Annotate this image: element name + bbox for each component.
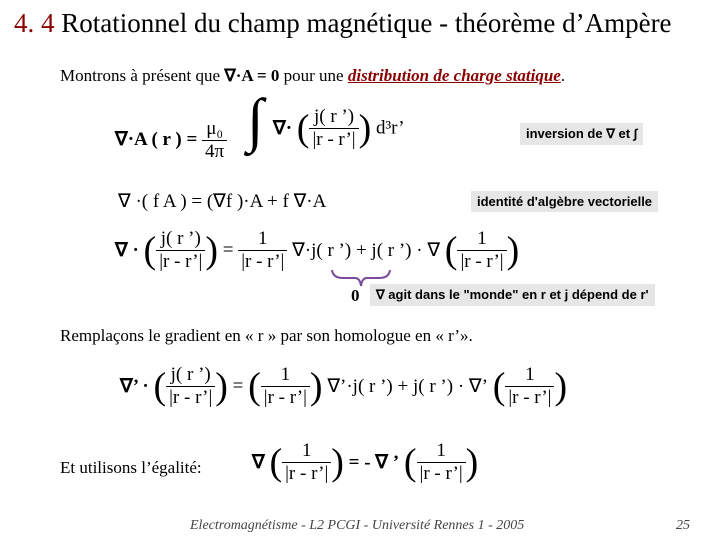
eq5-den: |r - r’| — [285, 463, 329, 484]
paren-left: ( — [153, 365, 167, 408]
eq3-grad-one: 1 — [457, 228, 506, 251]
eq1-lhs: ∇·A ( r ) = — [115, 128, 203, 150]
r-minus-r-prime: |r - r’| — [312, 129, 356, 150]
paren-right: ) — [358, 107, 372, 150]
paren-left: ( — [269, 441, 283, 484]
eq3-den: |r - r’| — [159, 251, 203, 272]
curly-brace — [332, 270, 390, 286]
nabla-symbol: ∇ — [224, 66, 236, 85]
paren-left: ( — [444, 229, 458, 272]
eq4-den2: |r - r’| — [263, 387, 307, 408]
paren-right: ) — [554, 365, 568, 408]
eq4-term: ∇’·j( r ’) + j( r ’) · ∇’ — [327, 376, 488, 397]
eq4-nabla: ∇’ · — [120, 376, 149, 397]
note-nabla-acts: ∇ agit dans le "monde" en r et j dépend de r' — [370, 284, 655, 306]
eq4-den: |r - r’| — [169, 387, 213, 408]
eq4-grad-den: |r - r’| — [508, 387, 552, 408]
eq1-nabla: ∇· — [273, 118, 293, 139]
mu0: μ₀ — [202, 118, 227, 141]
div-a-zero: ·A = 0 — [235, 66, 280, 85]
paren-left: ( — [403, 441, 417, 484]
integral-sign: ∫ — [247, 87, 264, 153]
eq5-den2: |r - r’| — [419, 463, 463, 484]
eq3-grad-den: |r - r’| — [460, 251, 504, 272]
note-inversion: inversion de ∇ et ∫ — [520, 123, 643, 145]
statement-end: . — [560, 66, 566, 85]
note-identity: identité d'algèbre vectorielle — [471, 191, 658, 212]
paren-left: ( — [296, 107, 310, 150]
paren-right: ) — [205, 229, 218, 272]
title-text: Rotationnel du champ magnétique - théorème d’Ampère — [61, 8, 672, 38]
eq4-num: j( r ’) — [166, 364, 215, 387]
paren-right: ) — [506, 229, 520, 272]
eq4-one: 1 — [261, 364, 310, 387]
eq3-nabla: ∇ · — [115, 240, 139, 261]
eq3-one: 1 — [258, 228, 268, 249]
title-number: 4. 4 — [14, 8, 55, 38]
eq3-den2: |r - r’| — [238, 250, 287, 273]
four-pi: 4π — [205, 141, 225, 162]
j-r-prime: j( r ’) — [309, 106, 358, 129]
eq5-rhs: = - ∇ ’ — [348, 452, 400, 473]
eq3-equals: = — [222, 239, 234, 261]
paren-right: ) — [309, 365, 323, 408]
eq3-term: ∇·j( r ’) + j( r ’) · ∇ — [292, 240, 441, 261]
eq5-one2: 1 — [417, 440, 466, 463]
eq4-grad-one: 1 — [505, 364, 554, 387]
paren-right: ) — [215, 365, 228, 408]
page-number: 25 — [676, 518, 690, 533]
paren-left: ( — [492, 365, 506, 408]
eq5-nabla: ∇ — [252, 452, 265, 473]
zero-label: 0 — [351, 286, 360, 305]
paren-right: ) — [465, 441, 479, 484]
use-equality-line: Et utilisons l’égalité: — [60, 458, 202, 477]
statement-prefix: Montrons à présent que — [60, 66, 225, 85]
eq3-num: j( r ’) — [156, 228, 205, 251]
paren-right: ) — [331, 441, 344, 484]
footer-text: Electromagnétisme - L2 PCGI - Université Rennes 1 - 2005 — [190, 518, 525, 533]
equation-product-rule: ∇ ·( f A ) = (∇f )·A + f ∇·A — [118, 191, 327, 212]
statement-emphasis: distribution de charge statique — [347, 66, 561, 85]
replace-gradient-line: Remplaçons le gradient en « r » par son homologue en « r’». — [60, 326, 473, 345]
d3r-prime: d³r’ — [375, 117, 405, 139]
paren-left: ( — [248, 365, 261, 408]
statement-mid: pour une — [279, 66, 348, 85]
paren-left: ( — [143, 229, 157, 272]
eq4-equals: = — [232, 375, 244, 397]
eq5-one: 1 — [282, 440, 331, 463]
